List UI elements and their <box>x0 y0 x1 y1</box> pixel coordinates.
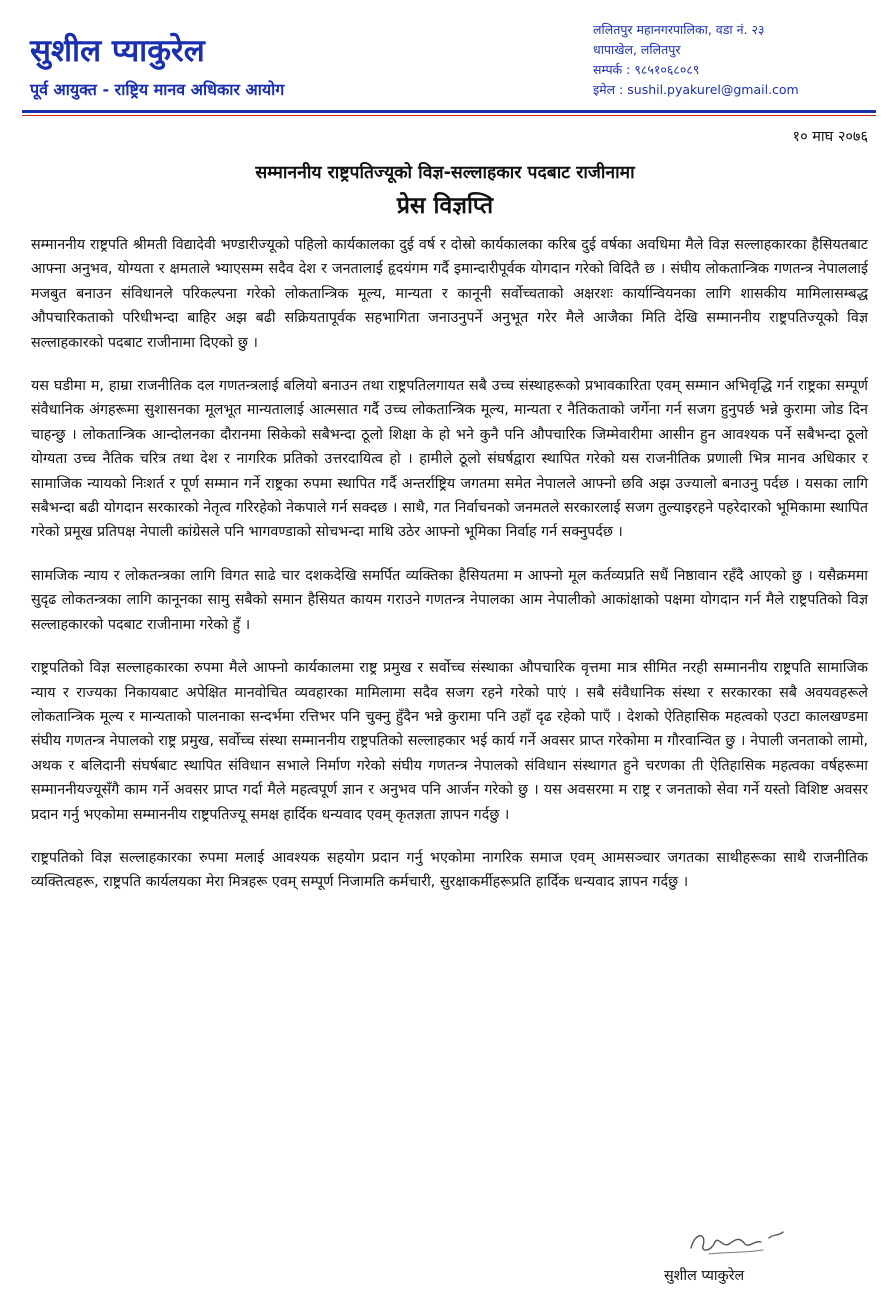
letterhead-rule-blue <box>22 110 876 113</box>
phone-number: ९८५१०६८०८९ <box>634 62 700 77</box>
signer-name: सुशील प्याकुरेल <box>664 1268 745 1284</box>
phone-label: सम्पर्क : <box>593 62 631 77</box>
signature-icon <box>685 1222 795 1262</box>
paragraph-2: यस घडीमा म, हाम्रा राजनीतिक दल गणतन्त्रलाई बलियो बनाउन तथा राष्ट्रपतिलगायत सबै उच्च संस्थाहरूको प्रभावकारिता एवम् सम्मान अभिवृद्धि गर्न राष्ट्रका सम्पूर्ण संवैधानिक अंगहरूमा सुशासनका मूलभूत मान्यतालाई आत्मसात गर्दै उच्च लोकतान्त्रिक मूल्य, मान्यता र नैतिकताको जर्गेना गर्न सजग हुनुपर्छ भन्ने कुरामा जोड दिन चाहन्छु । लोकतान्त्रिक आन्दोलनका दौरानमा सिकेको सबैभन्दा ठूलो शिक्षा के हो भने कुनै पनि औपचारिक जिम्मेवारीमा आसीन हुन आवश्यक पर्ने सबैभन्दा ठूलो योग्यता उच्च नैतिक चरित्र तथा देश र नागरिक प्रतिको उत्तरदायित्व हो । हामीले ठूलो संघर्षद्वारा स्थापित गरेको यस राजनीतिक प्रणाली भित्र मानव अधिकार र सामाजिक न्यायको निःशर्त र पूर्ण सम्मान गर्ने राष्ट्रका रुपमा स्थापित गर्दै अन्तर्राष्ट्रिय जगतमा समेत नेपालले आफ्नो छवि अझ उज्यालो बनाउनु पर्दछ । यसका लागि सबैभन्दा बढी योगदान सरकारको नेतृत्व गरिरहेको नेकपाले गर्न सक्दछ । साथै, गत निर्वाचनको जनमतले सरकारलाई सजग तुल्याइरहने पहरेदारको भूमिकामा स्थापित गरेको प्रमूख प्रतिपक्ष नेपाली कांग्रेसले पनि भागवण्डाको सोचभन्दा माथि उठेर आफ्नो भूमिका निर्वाह गर्न सक्नुपर्दछ । <box>31 378 868 541</box>
letterhead-left <box>30 30 510 100</box>
paragraph-4: राष्ट्रपतिको विज्ञ सल्लाहकारका रुपमा मैले आफ्नो कार्यकालमा राष्ट्र प्रमुख र सर्वोच्च संस्थाका औपचारिक वृत्तमा मात्र सीमित नरही सम्माननीय राष्ट्रपति सामाजिक न्याय र राज्यका निकायबाट अपेक्षित मानवोचित व्यवहारका मामिलामा सदैव सजग रहने गरेको पाएं । सबै संवैधानिक संस्था र सरकारका सबै अवयवहरूले लोकतान्त्रिक मूल्य र मान्यताको पालनाका सन्दर्भमा रत्तिभर पनि चुक्नु हुँदैन भन्ने कुरामा पनि उहाँ दृढ रहेको पाएँ । देशको ऐतिहासिक महत्वको एउटा कालखण्डमा संघीय गणतन्त्र नेपालको राष्ट्र प्रमुख, सर्वोच्च संस्था सम्माननीय राष्ट्रपतिको सल्लाहकार भई कार्य गर्ने अवसर प्राप्त गरेकोमा म गौरवान्वित छु । नेपाली जनताको लामो, अथक र बलिदानी संघर्षबाट स्थापित संविधान सभाले निर्माण गरेको संघीय गणतन्त्र नेपालको संविधान संस्थागत हुने चरणका ती ऐतिहासिक महत्वका वर्षहरूमा सम्माननीयज्यूसँगै काम गर्ने अवसर प्राप्त गर्दा मैले महत्वपूर्ण ज्ञान र अनुभव पनि आर्जन गरेको छु । यस अवसरमा म राष्ट्र र जनताको सेवा गर्ने यस्तो विशिष्ट अवसर प्रदान गर्नु भएकोमा सम्माननीय राष्ट्रपतिज्यू समक्ष हार्दिक धन्यवाद एवम् कृतज्ञता ज्ञापन गर्दछु । <box>31 660 868 823</box>
email-address: sushil.pyakurel@gmail.com <box>627 82 799 97</box>
letterhead-designation: पूर्व आयुक्त - राष्ट्रिय मानव अधिकार आयोग <box>30 80 285 99</box>
paragraph-3: सामजिक न्याय र लोकतन्त्रका लागि विगत साढे चार दशकदेखि समर्पित व्यक्तिका हैसियतमा म आफ्नो मूल कर्तव्यप्रति सधैं निष्ठावान रहँदै आएको छु । यसैक्रममा सुदृढ लोकतन्त्रका लागि कानूनका सामु सबैको समान हैसियत कायम गराउने गणतन्त्र नेपालका आम नेपालीको आकांक्षाको पक्षमा योगदान गर्न मैले राष्ट्रपतिको विज्ञ सल्लाहकारको पदबाट राजीनामा गरेको हुँ । <box>31 567 868 633</box>
letterhead-name: सुशील प्याकुरेल <box>30 33 205 69</box>
paragraph-5: राष्ट्रपतिको विज्ञ सल्लाहकारका रुपमा मलाई आवश्यक सहयोग प्रदान गर्नु भएकोमा नागरिक समाज एवम् आमसञ्चार जगतका साथीहरूका साथै राजनीतिक व्यक्तित्वहरू, राष्ट्रपति कार्यलयका मेरा मित्रहरू एवम् सम्पूर्ण निजामति कर्मचारी, सुरक्षाकर्मीहरूप्रति हार्दिक धन्यवाद ज्ञापन गर्दछु । <box>31 849 868 891</box>
document-body <box>31 233 868 914</box>
address-line-1: ललितपुर महानगरपालिका, वडा नं. २३ <box>593 22 765 37</box>
paragraph-1: सम्माननीय राष्ट्रपति श्रीमती विद्यादेवी भण्डारीज्यूको पहिलो कार्यकालका दुई वर्ष र दोस्रो कार्यकालका करिब दुई वर्षका अवधिमा मैले विज्ञ सल्लाहकारका हैसियतबाट आफ्ना अनुभव, योग्यता र क्षमताले भ्याएसम्म सदैव देश र जनतालाई हृदयंगम गर्दै इमान्दारीपूर्वक योगदान गरेको विदितै छ । संघीय लोकतान्त्रिक गणतन्त्र नेपाललाई मजबुत बनाउन संविधानले परिकल्पना गरेको लोकतान्त्रिक मूल्य, मान्यता र कानूनी सर्वोच्चताको अक्षरशः कार्यान्वियनका लागि शासकीय मामिलासम्बद्ध औपचारिकताको परिधीभन्दा बाहिर अझ बढी सक्रियतापूर्वक सहभागिता जनाउनुपर्ने अनुभूत गरेर मैले आजैका मिति देखि सम्माननीय राष्ट्रपतिज्यूको विज्ञ सल्लाहकारको पदबाट राजीनामा दिएको छु । <box>31 237 868 351</box>
email-label: इमेल : <box>593 82 624 97</box>
document-date: १० माघ २०७६ <box>792 129 868 145</box>
letterhead-rule-red <box>22 115 876 116</box>
document-heading: सम्माननीय राष्ट्रपतिज्यूको विज्ञ-सल्लाहकार पदबाट राजीनामा <box>255 163 635 183</box>
document-subheading: प्रेस विज्ञप्ति <box>396 193 494 219</box>
address-line-2: धापाखेल, ललितपुर <box>593 42 681 57</box>
phone-row <box>593 60 878 80</box>
letterhead-contact <box>593 20 878 100</box>
email-row <box>593 80 878 100</box>
handwritten-signature <box>685 1222 795 1262</box>
